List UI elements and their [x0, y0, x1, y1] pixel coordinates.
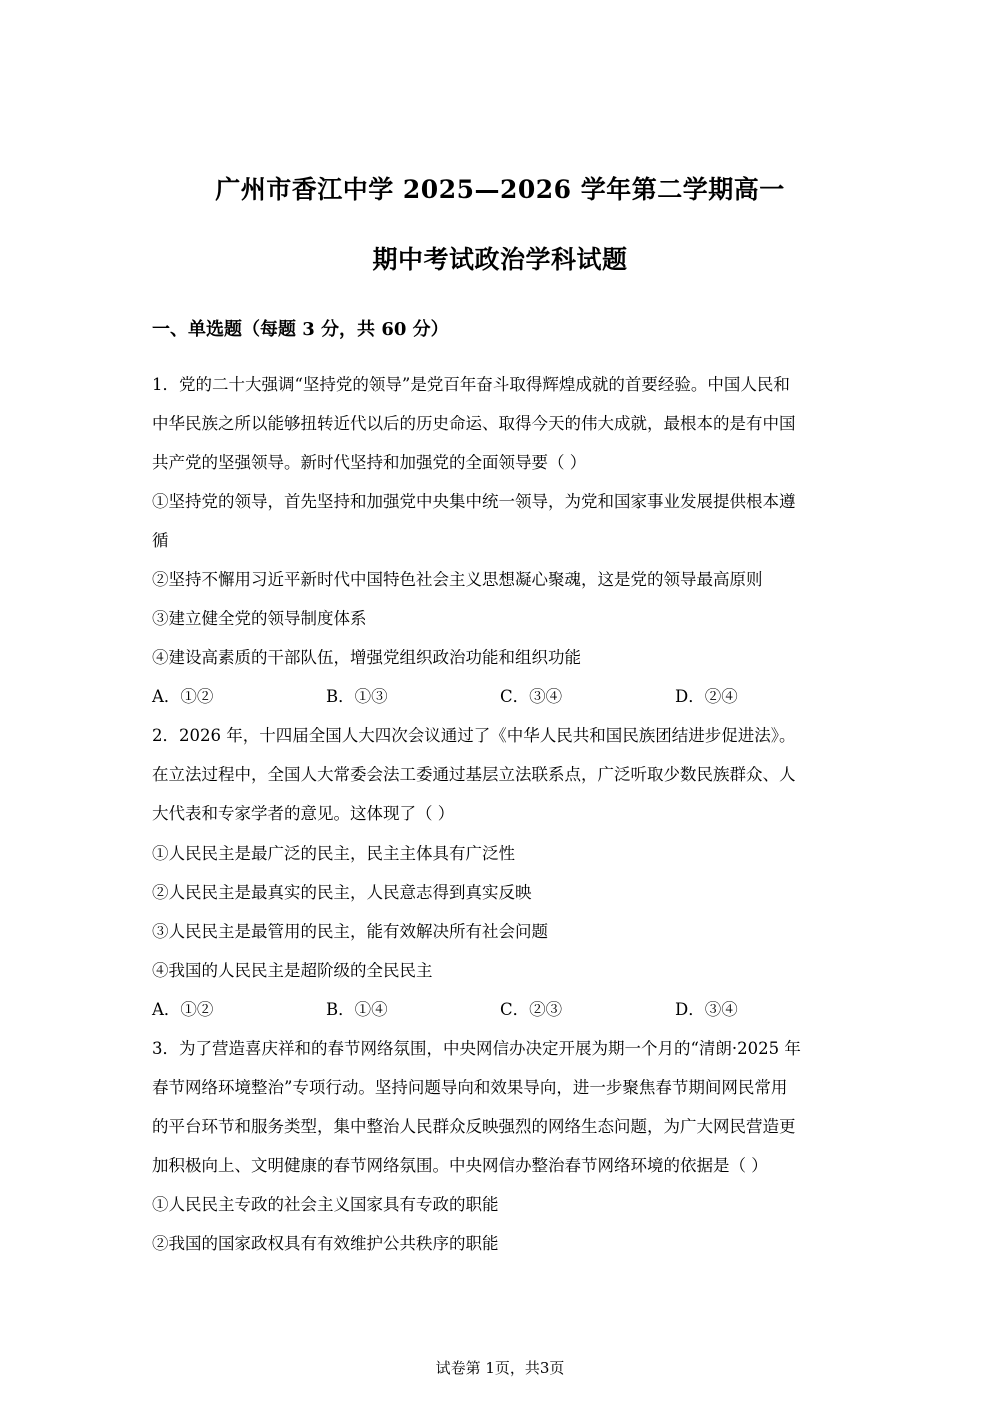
- question-1-statement: 循: [152, 531, 169, 550]
- question-2-statement: ①人民民主是最广泛的民主，民主主体具有广泛性: [152, 844, 515, 863]
- question-1-statement: ②坚持不懈用习近平新时代中国特色社会主义思想凝心聚魂，这是党的领导最高原则: [152, 570, 763, 589]
- question-1-stem-line: 中华民族之所以能够扭转近代以后的历史命运、取得今天的伟大成就，最根本的是有中国: [152, 414, 796, 433]
- question-3-stem-line: 3．为了营造喜庆祥和的春节网络氛围，中央网信办决定开展为期一个月的“清朗·2025 年: [152, 1039, 801, 1058]
- question-1-stem-line: 1．党的二十大强调“坚持党的领导”是党百年奋斗取得辉煌成就的首要经验。中国人民和: [152, 375, 790, 394]
- question-3-statement: ①人民民主专政的社会主义国家具有专政的职能: [152, 1195, 499, 1214]
- question-2-statement: ④我国的人民民主是超阶级的全民民主: [152, 961, 433, 980]
- question-1-option-d: D．②④: [675, 687, 738, 706]
- question-1-option-a: A．①②: [152, 687, 214, 706]
- question-2-option-d: D．③④: [675, 1000, 738, 1019]
- question-2-stem-line: 大代表和专家学者的意见。这体现了（ ）: [152, 804, 455, 823]
- question-2-statement: ②人民民主是最真实的民主，人民意志得到真实反映: [152, 883, 532, 902]
- question-1-statement: ①坚持党的领导，首先坚持和加强党中央集中统一领导，为党和国家事业发展提供根本遵: [152, 492, 796, 511]
- section-heading: 一、单选题（每题 3 分，共 60 分）: [152, 319, 449, 340]
- question-3-stem-line: 加积极向上、文明健康的春节网络氛围。中央网信办整治春节网络环境的依据是（ ）: [152, 1156, 768, 1175]
- question-2-stem-line: 在立法过程中，全国人大常委会法工委通过基层立法联系点，广泛听取少数民族群众、人: [152, 765, 796, 784]
- question-2-option-a: A．①②: [152, 1000, 214, 1019]
- question-1-statement: ③建立健全党的领导制度体系: [152, 609, 367, 628]
- question-1-option-c: C．③④: [500, 687, 563, 706]
- question-1-option-b: B．①③: [326, 687, 388, 706]
- exam-title-line2: 期中考试政治学科试题: [372, 245, 628, 274]
- question-2-statement: ③人民民主是最管用的民主，能有效解决所有社会问题: [152, 922, 548, 941]
- question-1-statement: ④建设高素质的干部队伍，增强党组织政治功能和组织功能: [152, 648, 581, 667]
- exam-title-line1: 广州市香江中学 2025—2026 学年第二学期高一: [215, 175, 785, 204]
- question-2-option-b: B．①④: [326, 1000, 388, 1019]
- question-3-statement: ②我国的国家政权具有有效维护公共秩序的职能: [152, 1234, 499, 1253]
- page-footer: 试卷第 1页，共3页: [435, 1359, 565, 1377]
- question-1-stem-line: 共产党的坚强领导。新时代坚持和加强党的全面领导要（ ）: [152, 453, 587, 472]
- question-2-stem-line: 2．2026 年，十四届全国人大四次会议通过了《中华人民共和国民族团结进步促进法》。: [152, 726, 796, 745]
- question-3-stem-line: 春节网络环境整治”专项行动。坚持问题导向和效果导向，进一步聚焦春节期间网民常用: [152, 1078, 788, 1097]
- question-3-stem-line: 的平台环节和服务类型，集中整治人民群众反映强烈的网络生态问题，为广大网民营造更: [152, 1117, 796, 1136]
- question-2-option-c: C．②③: [500, 1000, 563, 1019]
